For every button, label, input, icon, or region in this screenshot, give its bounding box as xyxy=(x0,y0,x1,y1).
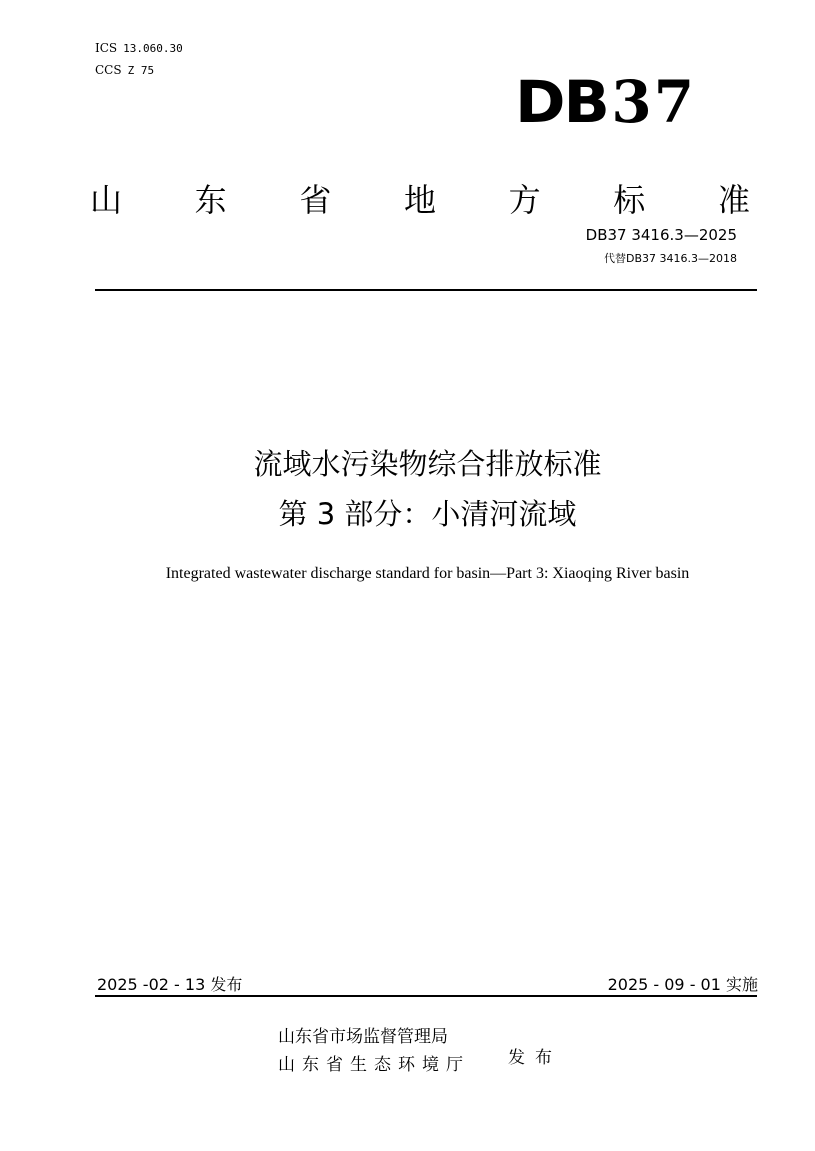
title-char: 东 xyxy=(194,181,227,219)
ics-label: ICS xyxy=(95,41,118,55)
implementation-date: 2025 - 09 - 01 实施 xyxy=(607,975,758,994)
issuer-ecology-environment: 山东省生态环境厅 xyxy=(278,1055,470,1075)
issue-date: 2025 -02 - 13 发布 xyxy=(97,975,243,994)
bottom-divider xyxy=(95,995,757,997)
db37-logo xyxy=(515,70,696,134)
title-char: 山 xyxy=(90,181,123,219)
top-divider xyxy=(95,289,757,291)
document-title-en: Integrated wastewater discharge standard for basin—Part 3: Xiaoqing River basin xyxy=(165,565,690,582)
ccs-code xyxy=(95,62,154,79)
publish-label: 发布 xyxy=(508,1048,562,1068)
standard-number: DB37 3416.3—2025 xyxy=(585,226,737,244)
issuer-market-regulation: 山东省市场监督管理局 xyxy=(278,1027,448,1047)
title-char: 标 xyxy=(613,181,646,219)
standard-type-title xyxy=(90,180,750,220)
ccs-label: CCS xyxy=(95,63,122,77)
title-char: 方 xyxy=(508,181,541,219)
logo-db: DB xyxy=(515,68,608,136)
title-char: 省 xyxy=(299,181,332,219)
document-subtitle-cn: 第 3 部分：小清河流域 xyxy=(278,497,577,531)
ccs-value: Z 75 xyxy=(127,64,155,77)
logo-number: 37 xyxy=(611,68,697,136)
title-char: 准 xyxy=(717,181,750,219)
replaces-standard: 代替DB37 3416.3—2018 xyxy=(604,252,737,265)
title-char: 地 xyxy=(403,181,436,219)
ics-value: 13.060.30 xyxy=(123,42,183,55)
ics-code xyxy=(95,40,183,57)
document-title-cn: 流域水污染物综合排放标准 xyxy=(253,447,602,481)
